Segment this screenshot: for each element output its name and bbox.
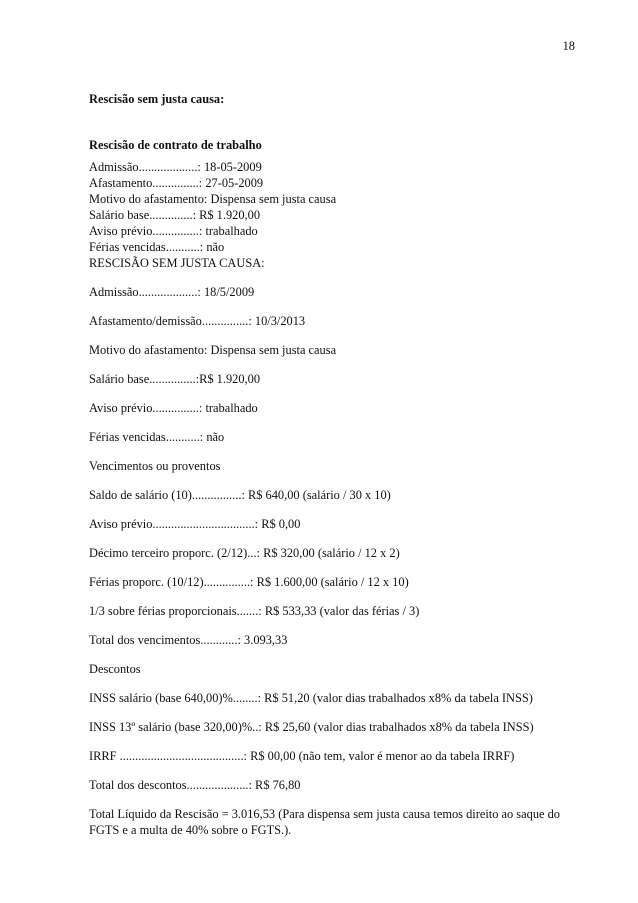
rescission-line: Férias proporc. (10/12)...............: R$ 1.600,00 (salário / 12 x 10)	[89, 575, 409, 589]
rescission-line: Saldo de salário (10)................: R$ 640,00 (salário / 30 x 10)	[89, 488, 391, 502]
rescission-line: Décimo terceiro proporc. (2/12)...: R$ 320,00 (salário / 12 x 2)	[89, 546, 400, 560]
rescission-line: 1/3 sobre férias proporcionais.......: R$ 533,33 (valor das férias / 3)	[89, 604, 420, 618]
contract-line: Motivo do afastamento: Dispensa sem justa causa	[89, 192, 337, 206]
rescission-line: Admissão...................: 18/5/2009	[89, 285, 255, 299]
rescission-line: Salário base...............:R$ 1.920,00	[89, 372, 261, 386]
section-heading-contrato: Rescisão de contrato de trabalho	[89, 138, 262, 152]
rescission-total-line: Total Líquido da Rescisão = 3.016,53 (Para dispensa sem justa causa temos direito ao saque do FGTS e a multa de 40% sobre o FGTS.).	[89, 807, 561, 837]
rescission-line: Férias vencidas...........: não	[89, 430, 225, 444]
rescission-line: Motivo do afastamento: Dispensa sem justa causa	[89, 343, 337, 357]
rescission-line: INSS 13º salário (base 320,00)%..: R$ 25,60 (valor dias trabalhados x8% da tabela INSS)	[89, 720, 534, 734]
rescission-line: Aviso prévio.................................: R$ 0,00	[89, 517, 301, 531]
document-body	[89, 91, 589, 851]
contract-line: Férias vencidas...........: não	[89, 240, 225, 254]
contract-line: Salário base..............: R$ 1.920,00	[89, 208, 261, 222]
rescission-line: Descontos	[89, 662, 141, 676]
section-heading-rescisao: Rescisão sem justa causa:	[89, 92, 225, 106]
rescission-line: INSS salário (base 640,00)%........: R$ 51,20 (valor dias trabalhados x8% da tabela INSS)	[89, 691, 533, 705]
rescission-line: IRRF ........................................: R$ 00,00 (não tem, valor é menor ao da tabela IRRF)	[89, 749, 515, 763]
contract-line: Admissão...................: 18-05-2009	[89, 160, 262, 174]
rescission-details	[89, 284, 589, 838]
contract-line: RESCISÃO SEM JUSTA CAUSA:	[89, 256, 265, 270]
contract-details	[89, 159, 589, 271]
rescission-line: Total dos vencimentos............: 3.093,33	[89, 633, 288, 647]
contract-line: Aviso prévio...............: trabalhado	[89, 224, 258, 238]
rescission-line: Aviso prévio...............: trabalhado	[89, 401, 258, 415]
page-number: 18	[562, 39, 575, 53]
rescission-line: Vencimentos ou proventos	[89, 459, 221, 473]
rescission-line: Total dos descontos....................: R$ 76,80	[89, 778, 301, 792]
contract-line: Afastamento...............: 27-05-2009	[89, 176, 264, 190]
rescission-line: Afastamento/demissão...............: 10/3/2013	[89, 314, 306, 328]
